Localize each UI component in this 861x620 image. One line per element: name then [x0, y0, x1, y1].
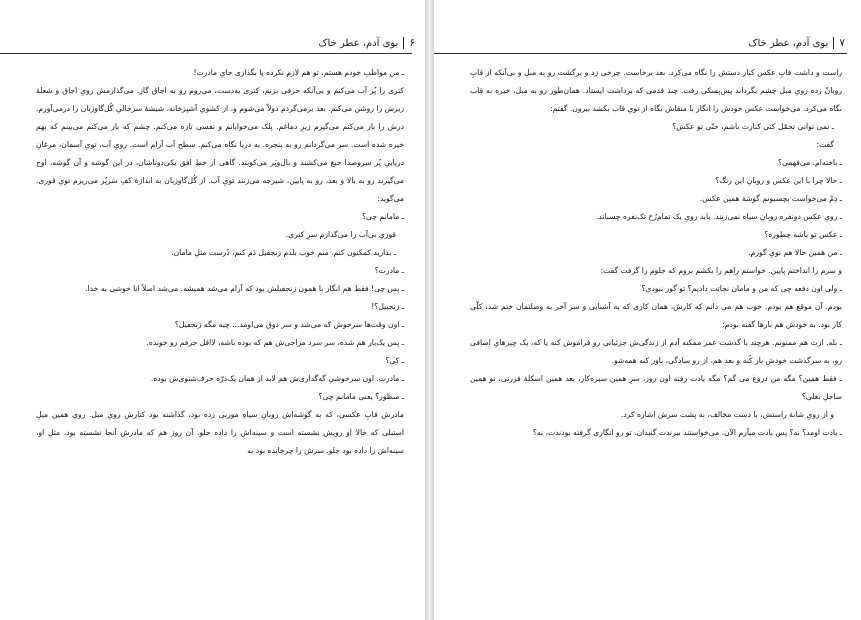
paragraph: ـ مادرت؟: [374, 266, 404, 275]
paragraph: ـ من همین حالا هم تویِ گورم.: [748, 248, 842, 257]
right-page-body: [470, 64, 842, 442]
paragraph: ـ زنجبیل؟!: [371, 302, 404, 311]
paragraph: قوریِ بی‌آب را می‌گذارم سرِ کتری.: [285, 230, 396, 239]
paragraph: ـ اون وقت‌ها سرخوش که می‌شد و سر ذوق می‌اومد... چیه مگه زنجفیل؟: [174, 320, 404, 329]
paragraph: ـ عکس تو باشه چطوره؟: [764, 230, 842, 239]
paragraph: ـ رویِ عکس دونفره روبانِ سیاه نمی‌زنند. باید رویِ یک تمام‌رُخ تک‌نفره چسباند.: [595, 212, 842, 221]
paragraph: کتری را پُر آب می‌کنم و بی‌آنکه حرفی بزنم، کتری به‌دست، می‌روم رو به اجاق گاز. می‌گذارمش رویِ اجاق و شعلهٔ زیرش را روشن می‌کنم. بعد برمی‌گردم دولاّ می‌شوم و، از کشویِ آشپزخانه، شیشهٔ سرخالیِ گُل‌گاوزبان را درمی‌آورم. درش را باز می‌کنم می‌گیرم زیرِ دماغم. پلک می‌خوابانم و نفسی تازه می‌کنم. چشم که باز می‌کنم می‌بینم که بهم خیره شده است. سر می‌گردانم رو به پنجره. به دریا نگاه می‌کنم. سطح آب آرام است. رویِ آب، تویِ آسمان، مرغانِ دریاییِ پُر سروصدا جیغ می‌کشند و بال‌وپَر می‌کوبند. گاهی از خطِ افق یکی‌دوتاشان، در این گوشه و آن گوشه، اوج می‌گیرند رو به بالا و بعد، رو به پایین، شیرجه می‌زنند تویِ آب. از گُل‌گاوزبان به اندازهٔ کفِ سَرپُر می‌ریزم تویِ قوری. می‌گوید:: [36, 86, 404, 203]
paragraph: بودم. آن موقع هم بودم. خوب هم می دانم که کارش، همان کاری که به آشنایی و سر آخر به وصلتمان ختم شد، کلّی کار بود. به خودش هم بارها گفته بودم:: [470, 302, 842, 329]
paragraph: گفت:: [816, 140, 834, 149]
header-separator: [403, 37, 404, 49]
left-page-header: [318, 33, 415, 53]
paragraph: راست و داشت قابِ عکس کنار دستش را نگاه می‌کرد. بعد برخاست. چرخی زد و برگشت رو به مبل و بی‌آنکه از قابِ روبانْ زده رویِ مبل چشم بگرداند پس‌پسکی رفت. چند قدمی که برداشت ایستاد. همان‌طور رو به مبل، خیره به قاب نگاه می‌کرد. می‌خواست عکس خودش را انگار با منقاش نگاه از تویِ قاب بکشد بیرون. گفتم:: [470, 68, 842, 113]
paragraph: ـ فقط همین؟ مگه من دروغ می گم؟ مگه یادت رفته اون روز، سرِ همین سبزه‌کار، بعد همین اسکلهٔ فزرتی، تو همین ساحلِ بغلی؟: [470, 374, 842, 401]
left-page-body: [36, 64, 404, 460]
page-gutter: [425, 0, 434, 620]
header-rule: [0, 53, 412, 54]
header-rule: [434, 53, 847, 54]
right-running-title: بوی آدم، عطر خاک: [748, 37, 829, 49]
paragraph: ـ باخته‌ام. می‌فهمی؟: [777, 158, 842, 167]
right-page: [434, 0, 861, 620]
right-page-number: ۷: [839, 37, 845, 49]
right-page-header: [434, 33, 845, 53]
paragraph: و سرم را انداختم پایین. خواستم راهم را بکشم بروم که جلوم را گرفت گفت:: [600, 266, 842, 275]
paragraph: و از رویِ شانهٔ راستش، با دست مخالف، به پشت سرش اشاره کرد.: [620, 410, 834, 419]
paragraph: ـ مادرت. اون سرخوشیِ گه‌گداری‌ش هم لابد از همان یک‌ذرّه حرف‌شنوی‌ش بوده.: [150, 374, 404, 383]
paragraph: ـ پس یک‌بار هم شده، سر سرد مزاجی‌ش هم که بوده باشه، لااقل حرفم رو خونده.: [146, 338, 404, 347]
paragraph: ـ ولی اون دفعه چی که من و مامان نجاتت دادیم؟ تو گور نبودی؟: [641, 284, 842, 293]
paragraph: ـ دِمْ می‌خواست بچسبونم گوشهٔ همین عکس.: [699, 194, 842, 203]
paragraph: ـ نمی‌ توانی تحمّل کنی کنارت باشم، حتّی تو عکس؟: [672, 122, 834, 131]
paragraph: ـ من مواظبِ خودم هستم. تو هم لازم نکرده پا بگذاری جایِ مادرت!: [193, 68, 404, 77]
paragraph: ـ بله. ازت هم ممنونم. هرچند با گذشت عمر ممکنه آدم از زندگی‌ش جزئیاتی رو فراموش کنه یا که، یک چیزهایِ اضافی رو، به سرگذشت خودش بار کُنه و بعد هم، از رو سادگی، باور کنه همه‌شو.: [470, 338, 842, 365]
paragraph: مادرش قابِ عکسی، که به گوشه‌اش روبانِ سیاهِ موربی زده بود، گذاشته بود کنارش رویِ مبل. رویِ همین مبلِ استیلی که حالا او رویش نشسته است و سینه‌اش را داده جلو. آن روز هم که مادرش آنجا نشسته بود، مثلِ او، سینه‌اش را داده بود جلو. سرش را چرخانده بود به: [36, 410, 404, 455]
paragraph: ـ پس چی! فقط هم انگار با همون زنجفیلش بود که آرام می‌شد همیشه. می‌شد اصلاً انا خوشی به خدا.: [85, 284, 404, 293]
paragraph: ـ منظور؟ یعنی مامانم چی؟: [318, 392, 404, 401]
paragraph: ـ مامانم چی؟: [361, 212, 404, 221]
left-page: [0, 0, 425, 620]
left-running-title: بوی آدم، عطر خاک: [318, 37, 399, 49]
paragraph: ـ حالا چرا با این عکس و روبانِ این رنگ؟: [715, 176, 842, 185]
left-page-number: ۶: [409, 37, 415, 49]
paragraph: ـ کِی؟: [385, 356, 404, 365]
paragraph: ـ بذارید کمکتون کنم. منم خوب بلدم زنجفیل دَم کنم، دُرست مثلِ مامان.: [171, 248, 396, 257]
paragraph: ـ یادت اومد؟ نه؟ پس یادت میآرم الآن. می‌خواستند ببرندت گنبدان. تو رو انگاری گرفته بودندت، نه؟: [532, 428, 842, 437]
header-separator: [833, 37, 834, 49]
